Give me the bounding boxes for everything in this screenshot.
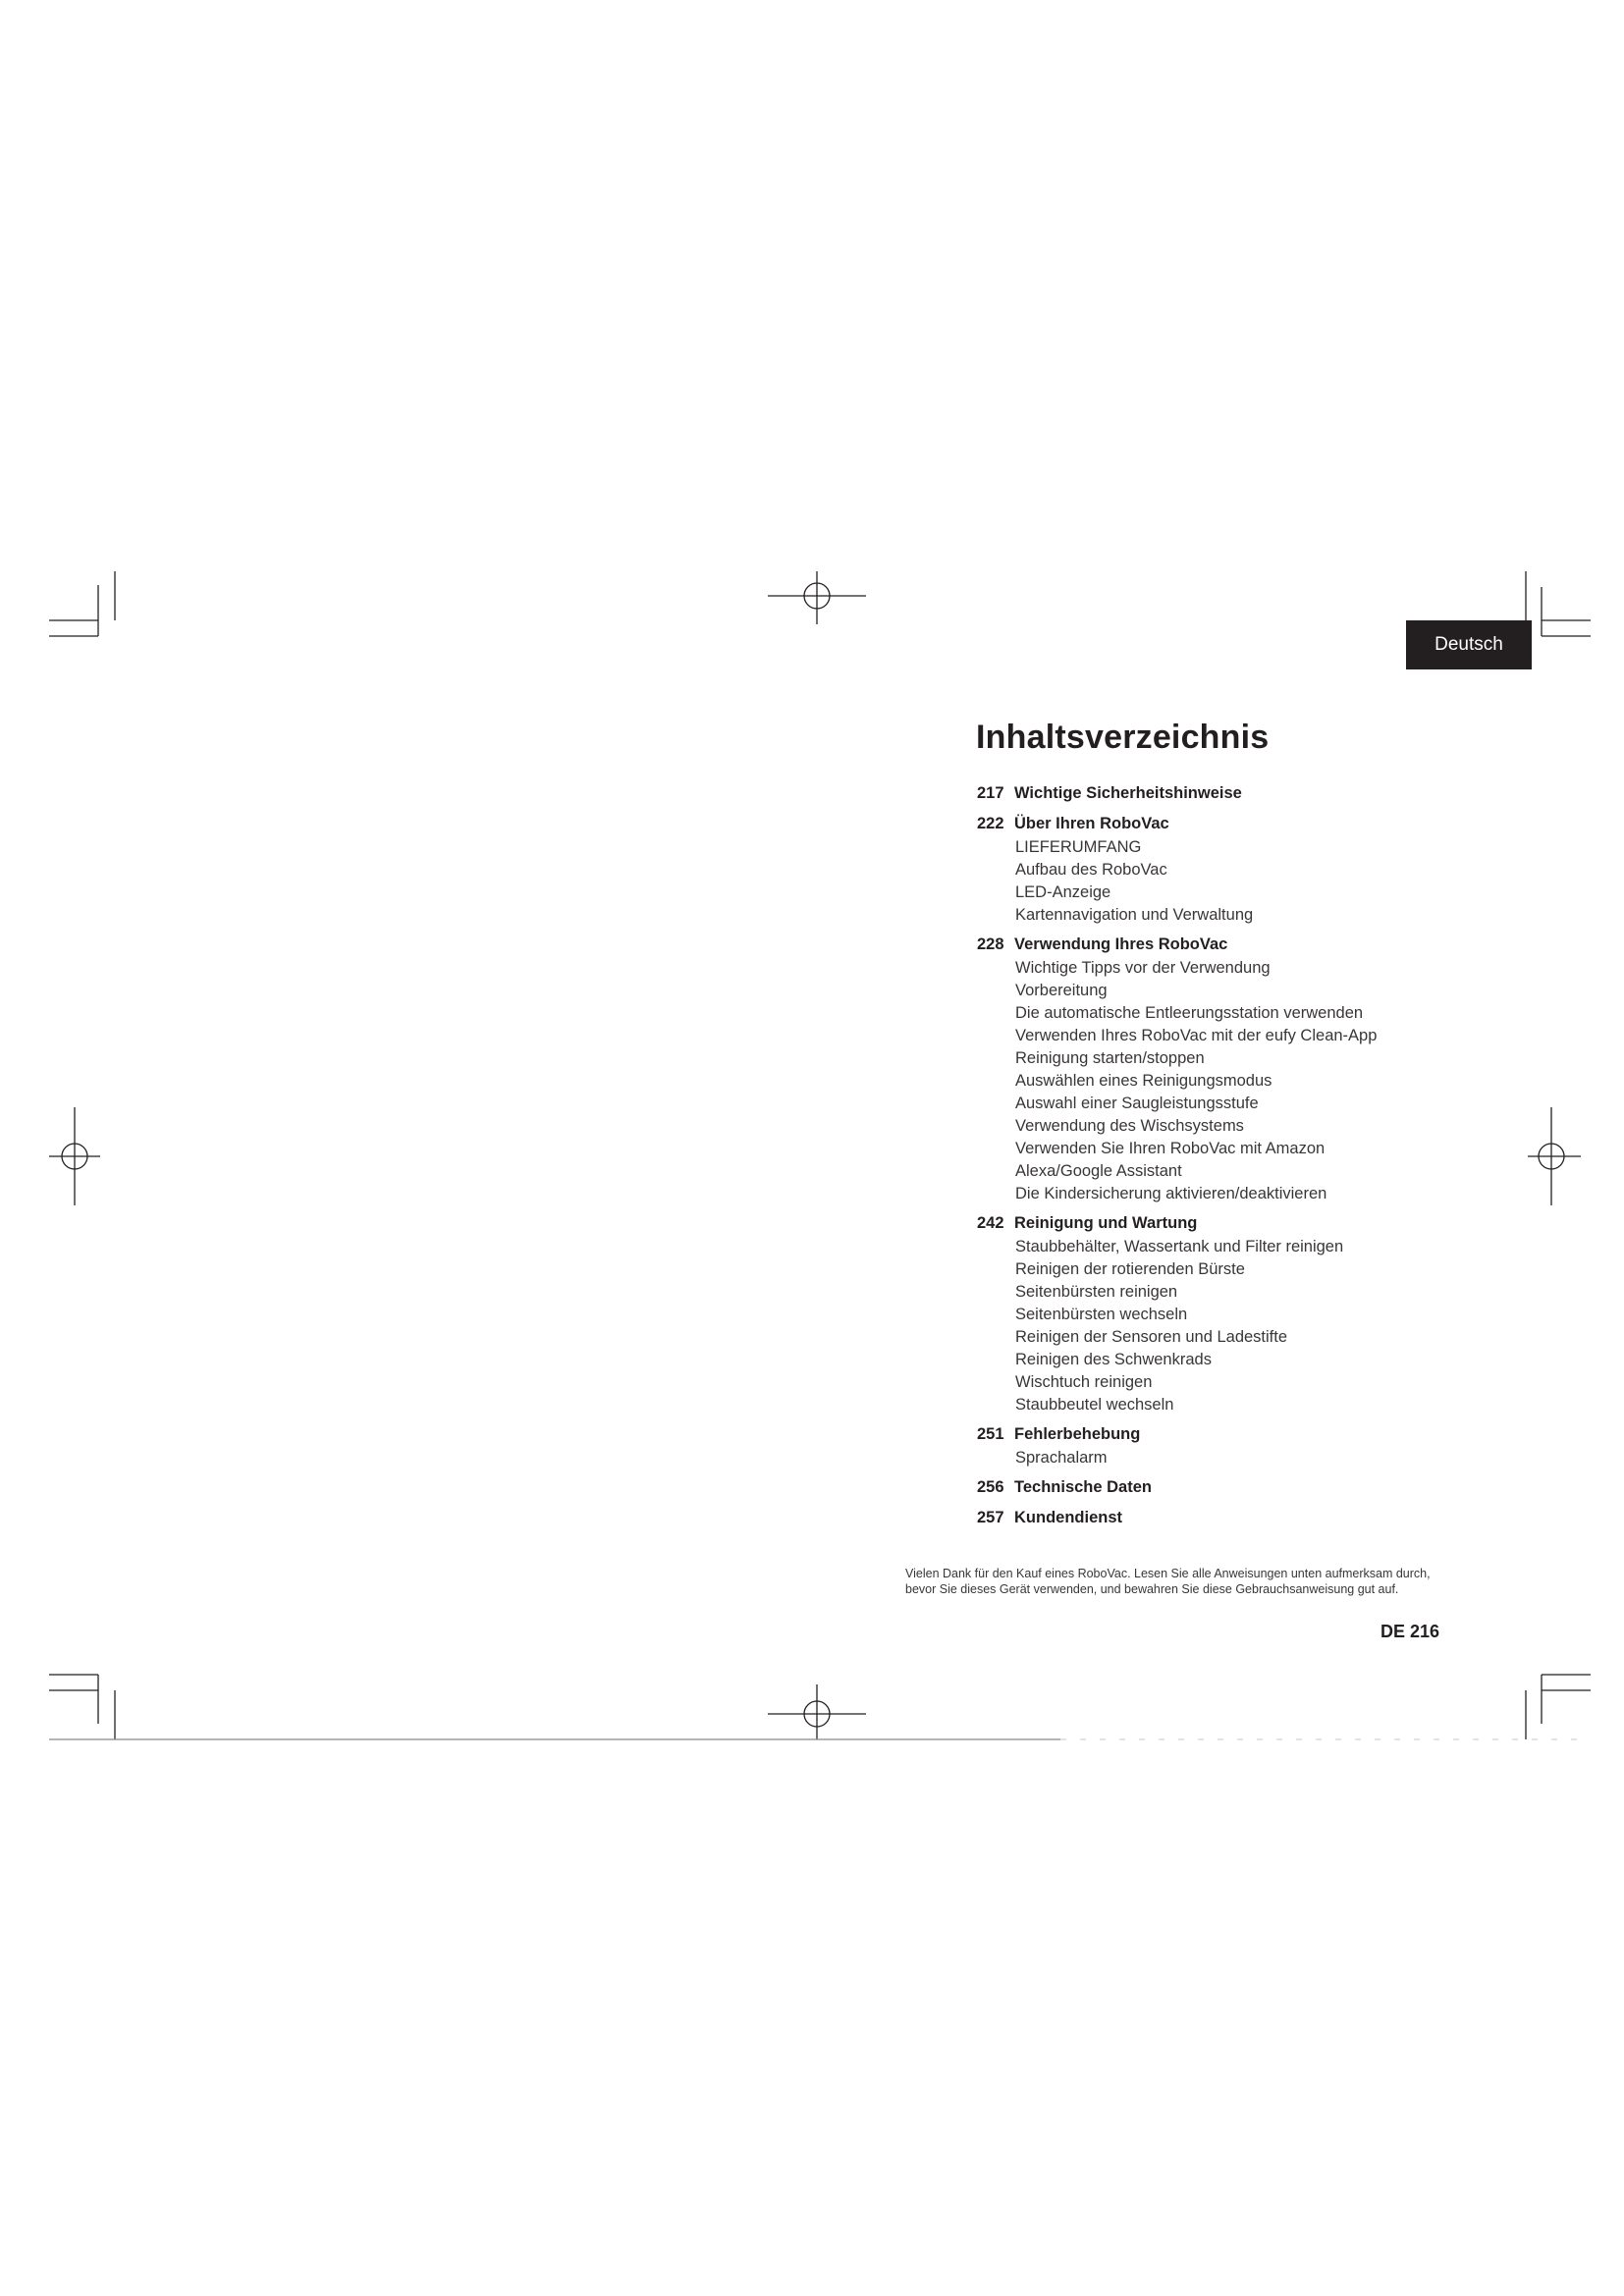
toc-page-number: 228 — [977, 935, 1004, 953]
toc-subsection-list — [977, 1236, 1389, 1416]
toc-section — [977, 780, 1389, 806]
toc-subsection-item[interactable]: LED-Anzeige — [1015, 883, 1111, 901]
toc-subsection-item[interactable]: Reinigen der rotierenden Bürste — [1015, 1260, 1245, 1278]
toc-section-label: Reinigung und Wartung — [1014, 1214, 1198, 1232]
toc-subsection-list — [977, 1447, 1389, 1469]
toc-section-label: Über Ihren RoboVac — [1014, 815, 1169, 832]
toc-subsection-item[interactable]: LIEFERUMFANG — [1015, 838, 1142, 856]
toc-section-heading[interactable] — [977, 811, 1389, 836]
toc-subsection-item[interactable]: Seitenbürsten reinigen — [1015, 1283, 1178, 1301]
toc-subsection-item[interactable]: Seitenbürsten wechseln — [1015, 1306, 1188, 1323]
toc-subsection-item[interactable]: Staubbeutel wechseln — [1015, 1396, 1174, 1414]
toc-subsection-list — [977, 836, 1389, 927]
toc-page-number: 257 — [977, 1509, 1004, 1526]
table-of-contents — [977, 780, 1389, 1535]
toc-subsection-item[interactable]: Verwendung des Wischsystems — [1015, 1117, 1244, 1135]
toc-subsection-item[interactable]: Sprachalarm — [1015, 1449, 1108, 1467]
language-tab: Deutsch — [1406, 620, 1532, 669]
toc-page-number: 242 — [977, 1214, 1004, 1232]
toc-section-heading[interactable] — [977, 780, 1389, 806]
toc-subsection-item[interactable]: Auswählen eines Reinigungsmodus — [1015, 1072, 1272, 1090]
page-title: Inhaltsverzeichnis — [976, 719, 1270, 756]
toc-page-number: 217 — [977, 784, 1004, 802]
toc-section — [977, 1421, 1389, 1469]
page-number: DE 216 — [1380, 1622, 1440, 1641]
toc-subsection-item[interactable]: Die automatische Entleerungsstation verwenden — [1015, 1004, 1364, 1022]
toc-section-label: Wichtige Sicherheitshinweise — [1014, 784, 1242, 802]
toc-subsection-item[interactable]: Reinigen der Sensoren und Ladestifte — [1015, 1328, 1288, 1346]
toc-page-number: 256 — [977, 1478, 1004, 1496]
toc-subsection-item[interactable]: Vorbereitung — [1015, 982, 1108, 999]
toc-subsection-item[interactable]: Staubbehälter, Wassertank und Filter reinigen — [1015, 1238, 1344, 1255]
toc-section-heading[interactable] — [977, 1474, 1389, 1500]
toc-subsection-item[interactable]: Verwenden Sie Ihren RoboVac mit Amazon Alexa/Google Assistant — [1015, 1140, 1326, 1180]
toc-section-label: Verwendung Ihres RoboVac — [1014, 935, 1228, 953]
toc-page-number: 251 — [977, 1425, 1004, 1443]
toc-subsection-list — [977, 957, 1389, 1205]
toc-section-heading[interactable] — [977, 932, 1389, 957]
toc-section-label: Technische Daten — [1014, 1478, 1152, 1496]
toc-section-heading[interactable] — [977, 1421, 1389, 1447]
toc-subsection-item[interactable]: Die Kindersicherung aktivieren/deaktivieren — [1015, 1185, 1327, 1202]
toc-subsection-item[interactable]: Wischtuch reinigen — [1015, 1373, 1153, 1391]
toc-section — [977, 932, 1389, 1205]
toc-section — [977, 1210, 1389, 1416]
toc-section-label: Fehlerbehebung — [1014, 1425, 1141, 1443]
toc-subsection-item[interactable]: Aufbau des RoboVac — [1015, 861, 1167, 879]
toc-subsection-item[interactable]: Auswahl einer Saugleistungsstufe — [1015, 1095, 1259, 1112]
toc-section-heading[interactable] — [977, 1210, 1389, 1236]
toc-section — [977, 1474, 1389, 1500]
toc-section — [977, 811, 1389, 927]
toc-subsection-item[interactable]: Reinigen des Schwenkrads — [1015, 1351, 1212, 1368]
toc-subsection-item[interactable]: Wichtige Tipps vor der Verwendung — [1015, 959, 1271, 977]
toc-section-label: Kundendienst — [1014, 1509, 1122, 1526]
toc-subsection-item[interactable]: Verwenden Ihres RoboVac mit der eufy Clean-App — [1015, 1027, 1378, 1044]
toc-section — [977, 1505, 1389, 1530]
toc-section-heading[interactable] — [977, 1505, 1389, 1530]
toc-page-number: 222 — [977, 815, 1004, 832]
toc-subsection-item[interactable]: Reinigung starten/stoppen — [1015, 1049, 1205, 1067]
intro-note: Vielen Dank für den Kauf eines RoboVac. Lesen Sie alle Anweisungen unten aufmerksam durch, bevor Sie dieses Gerät verwenden, und bewahren Sie diese Gebrauchsanweisung gut auf. — [905, 1567, 1431, 1596]
toc-subsection-item[interactable]: Kartennavigation und Verwaltung — [1015, 906, 1254, 924]
